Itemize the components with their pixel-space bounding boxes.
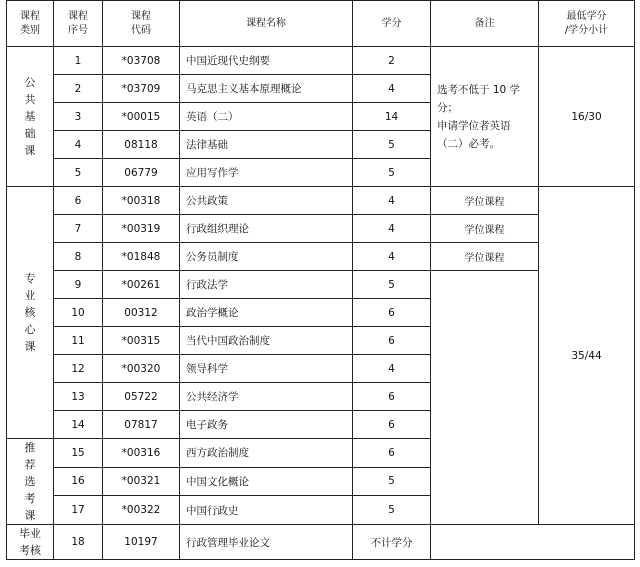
credit-cell: 5 [353, 467, 431, 496]
public-min-credit: 16/30 [539, 47, 635, 187]
seq-cell: 11 [54, 327, 103, 355]
header-credit: 学分 [353, 1, 431, 47]
name-cell: 公共经济学 [180, 383, 353, 411]
header-name: 课程名称 [180, 1, 353, 47]
name-cell: 行政管理毕业论文 [180, 525, 353, 560]
header-note: 备注 [431, 1, 539, 47]
category-core: 专业核心课 [7, 187, 54, 439]
credit-cell: 4 [353, 75, 431, 103]
seq-cell: 2 [54, 75, 103, 103]
header-row [7, 1, 635, 47]
note-cell: 学位课程 [431, 215, 539, 243]
name-cell: 西方政治制度 [180, 439, 353, 468]
code-cell: 10197 [103, 525, 180, 560]
credit-cell: 2 [353, 47, 431, 75]
name-cell: 法律基础 [180, 131, 353, 159]
credit-cell: 5 [353, 496, 431, 525]
seq-cell: 5 [54, 159, 103, 187]
name-cell: 中国行政史 [180, 496, 353, 525]
seq-cell: 10 [54, 299, 103, 327]
code-cell: *03709 [103, 75, 180, 103]
code-cell: 08118 [103, 131, 180, 159]
credit-cell: 6 [353, 299, 431, 327]
credit-cell: 6 [353, 411, 431, 439]
name-cell: 英语（二） [180, 103, 353, 131]
curriculum-table [6, 0, 635, 560]
name-cell: 应用写作学 [180, 159, 353, 187]
graduation-note-empty [431, 525, 635, 560]
seq-cell: 3 [54, 103, 103, 131]
name-cell: 公务员制度 [180, 243, 353, 271]
code-cell: *00315 [103, 327, 180, 355]
code-cell: 05722 [103, 383, 180, 411]
table-row [7, 525, 635, 560]
code-cell: *00319 [103, 215, 180, 243]
credit-cell: 5 [353, 131, 431, 159]
header-min-credit: 最低学分 /学分小计 [539, 1, 635, 47]
code-cell: *03708 [103, 47, 180, 75]
code-cell: *01848 [103, 243, 180, 271]
seq-cell: 7 [54, 215, 103, 243]
credit-cell: 6 [353, 327, 431, 355]
name-cell: 中国近现代史纲要 [180, 47, 353, 75]
credit-cell: 4 [353, 187, 431, 215]
credit-cell: 5 [353, 159, 431, 187]
name-cell: 政治学概论 [180, 299, 353, 327]
seq-cell: 1 [54, 47, 103, 75]
credit-cell: 4 [353, 215, 431, 243]
code-cell: *00015 [103, 103, 180, 131]
seq-cell: 8 [54, 243, 103, 271]
credit-cell: 6 [353, 439, 431, 468]
seq-cell: 4 [54, 131, 103, 159]
credit-cell: 14 [353, 103, 431, 131]
credit-cell: 6 [353, 383, 431, 411]
seq-cell: 6 [54, 187, 103, 215]
category-public: 公共基础课 [7, 47, 54, 187]
name-cell: 领导科学 [180, 355, 353, 383]
code-cell: 07817 [103, 411, 180, 439]
public-note: 选考不低于 10 学分； 申请学位者英语 （二）必考。 [431, 47, 539, 187]
name-cell: 中国文化概论 [180, 467, 353, 496]
seq-cell: 13 [54, 383, 103, 411]
seq-cell: 12 [54, 355, 103, 383]
header-seq: 课程 序号 [54, 1, 103, 47]
code-cell: *00316 [103, 439, 180, 468]
code-cell: 00312 [103, 299, 180, 327]
credit-cell: 4 [353, 243, 431, 271]
seq-cell: 18 [54, 525, 103, 560]
seq-cell: 14 [54, 411, 103, 439]
code-cell: *00321 [103, 467, 180, 496]
name-cell: 行政法学 [180, 271, 353, 299]
category-elective: 推荐选考课 [7, 439, 54, 525]
table-row [7, 187, 635, 215]
category-graduation: 毕业考核 [7, 525, 54, 560]
core-min-credit: 35/44 [539, 187, 635, 525]
code-cell: *00322 [103, 496, 180, 525]
credit-cell: 4 [353, 355, 431, 383]
name-cell: 行政组织理论 [180, 215, 353, 243]
name-cell: 当代中国政治制度 [180, 327, 353, 355]
code-cell: 06779 [103, 159, 180, 187]
credit-cell: 5 [353, 271, 431, 299]
name-cell: 电子政务 [180, 411, 353, 439]
name-cell: 公共政策 [180, 187, 353, 215]
name-cell: 马克思主义基本原理概论 [180, 75, 353, 103]
code-cell: *00320 [103, 355, 180, 383]
seq-cell: 9 [54, 271, 103, 299]
seq-cell: 17 [54, 496, 103, 525]
header-code: 课程 代码 [103, 1, 180, 47]
credit-cell: 不计学分 [353, 525, 431, 560]
code-cell: *00318 [103, 187, 180, 215]
code-cell: *00261 [103, 271, 180, 299]
note-cell: 学位课程 [431, 243, 539, 271]
seq-cell: 16 [54, 467, 103, 496]
seq-cell: 15 [54, 439, 103, 468]
table-row [7, 47, 635, 75]
header-category: 课程 类别 [7, 1, 54, 47]
note-cell: 学位课程 [431, 187, 539, 215]
note-cell-empty [431, 271, 539, 525]
